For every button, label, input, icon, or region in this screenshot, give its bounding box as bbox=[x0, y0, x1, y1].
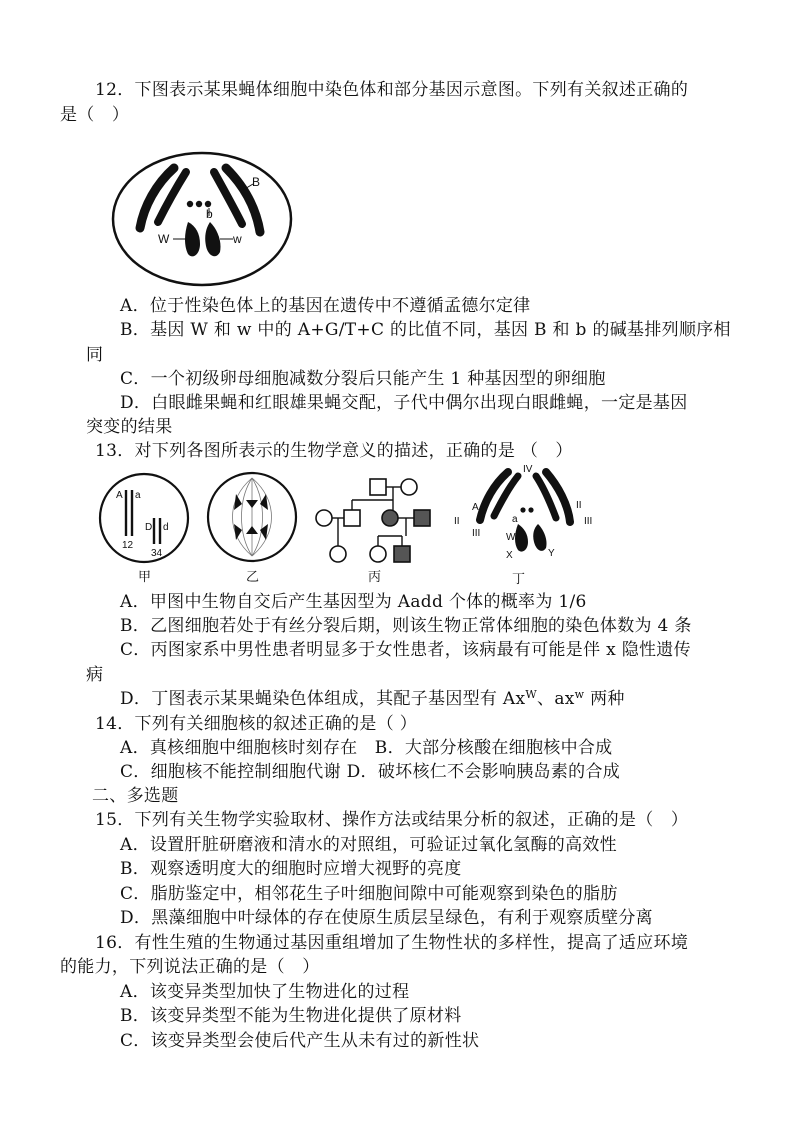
label-ii-right: II bbox=[576, 500, 582, 511]
y-chromosome-shape bbox=[205, 222, 220, 256]
gene-label-A: A bbox=[472, 502, 479, 513]
figure-yi bbox=[206, 470, 298, 564]
q12-option-a: A．位于性染色体上的基因在遗传中不遵循孟德尔定律 bbox=[120, 296, 531, 316]
pedigree-male-normal bbox=[344, 510, 360, 526]
q16-stem-cont: 的能力，下列说法正确的是（ ） bbox=[60, 957, 320, 977]
pedigree-female-normal bbox=[316, 510, 332, 526]
chromosome-number-34: 34 bbox=[151, 548, 163, 559]
chromosome-shape bbox=[234, 494, 242, 510]
q12-option-b: B．基因 W 和 w 中的 A+G/T+C 的比值不同，基因 B 和 b 的碱基排列顺序相 bbox=[120, 320, 731, 340]
gene-label-w: w bbox=[233, 232, 242, 246]
q13-option-c: C．丙图家系中男性患者明显多于女性患者，该病最有可能是伴 x 隐性遗传 bbox=[120, 640, 691, 660]
chromosome-number-12: 12 bbox=[122, 540, 134, 551]
gene-label-W: W bbox=[506, 532, 516, 543]
q13-option-d-text: D．丁图表示某果蝇染色体组成，其配子基因型有 Ax bbox=[120, 689, 526, 709]
caption-ding: 丁 bbox=[512, 572, 526, 587]
q13-option-d-sup-1: W bbox=[525, 688, 538, 701]
gene-label-b: b bbox=[206, 207, 213, 221]
q12-option-d-cont: 突变的结果 bbox=[86, 417, 173, 437]
gene-label-W: W bbox=[158, 232, 170, 246]
q13-option-d bbox=[120, 687, 625, 711]
q13-option-b: B．乙图细胞若处于有丝分裂后期，则该生物正常体细胞的染色体数为 4 条 bbox=[120, 616, 692, 636]
pedigree-male-affected bbox=[394, 546, 410, 562]
q12-option-c: C．一个初级卵母细胞减数分裂后只能产生 1 种基因型的卵细胞 bbox=[120, 369, 606, 389]
caption-jia: 甲 bbox=[138, 570, 152, 585]
q15-option-a: A．设置肝脏研磨液和清水的对照组，可验证过氧化氢酶的高效性 bbox=[120, 835, 617, 855]
label-iii-right: III bbox=[584, 516, 593, 527]
figure-ding bbox=[452, 462, 604, 568]
q15-stem: 15．下列有关生物学实验取材、操作方法或结果分析的叙述，正确的是（ ） bbox=[95, 810, 689, 830]
q16-option-a: A．该变异类型加快了生物进化的过程 bbox=[120, 982, 410, 1002]
q12-option-d: D．白眼雌果蝇和红眼雄果蝇交配，子代中偶尔出现白眼雌蝇，一定是基因 bbox=[120, 393, 688, 413]
spindle-fibers bbox=[233, 478, 272, 556]
pedigree-female-normal bbox=[330, 546, 346, 562]
q14-stem: 14．下列有关细胞核的叙述正确的是（ ） bbox=[95, 714, 418, 734]
chromosome-iv-dot bbox=[196, 201, 202, 207]
section-heading-multi-choice: 二、多选题 bbox=[92, 786, 179, 806]
label-ii-left: II bbox=[454, 516, 460, 527]
gene-label-d: d bbox=[163, 522, 169, 533]
gene-label-A: A bbox=[116, 490, 123, 501]
q15-option-b: B．观察透明度大的细胞时应增大视野的亮度 bbox=[120, 859, 462, 879]
q13-option-d-text-end: 两种 bbox=[584, 689, 625, 709]
chromosome-shape bbox=[246, 500, 258, 508]
q14-options-cd: C．细胞核不能控制细胞代谢 D．破坏核仁不会影响胰岛素的合成 bbox=[120, 762, 621, 782]
q12-option-b-cont: 同 bbox=[86, 345, 104, 365]
label-x: X bbox=[506, 550, 513, 561]
q15-option-c: C．脂肪鉴定中，相邻花生子叶细胞间隙中可能观察到染色的脂肪 bbox=[120, 884, 618, 904]
pedigree-female-normal bbox=[401, 479, 417, 495]
x-chromosome-shape bbox=[515, 524, 528, 552]
q13-option-d-sup-2: w bbox=[574, 688, 585, 701]
q13-option-c-cont: 病 bbox=[86, 665, 104, 685]
q12-figure bbox=[110, 150, 295, 288]
chromosome-shape bbox=[234, 524, 242, 540]
q15-option-d: D．黑藻细胞中叶绿体的存在使原生质层呈绿色，有利于观察质壁分离 bbox=[120, 908, 653, 928]
chromosome-iv-dot bbox=[187, 201, 193, 207]
q16-option-c: C．该变异类型会使后代产生从未有过的新性状 bbox=[120, 1031, 480, 1051]
y-chromosome-shape bbox=[533, 524, 546, 551]
caption-yi: 乙 bbox=[246, 570, 260, 585]
label-iii-left: III bbox=[472, 528, 481, 539]
gene-label-B: B bbox=[252, 175, 261, 189]
pedigree-female-normal bbox=[370, 546, 386, 562]
chromosome-iv-dot bbox=[528, 507, 533, 512]
q14-options-ab: A．真核细胞中细胞核时刻存在 B．大部分核酸在细胞核中合成 bbox=[120, 738, 613, 758]
pedigree-male-normal bbox=[370, 479, 386, 495]
q12-stem: 12．下图表示某果蝇体细胞中染色体和部分基因示意图。下列有关叙述正确的 bbox=[95, 80, 689, 100]
q16-option-b: B．该变异类型不能为生物进化提供了原材料 bbox=[120, 1006, 462, 1026]
figure-bing-pedigree bbox=[312, 470, 442, 566]
chromosome-iv-dot bbox=[520, 507, 525, 512]
q13-option-d-text-mid: 、ax bbox=[537, 689, 575, 709]
figure-jia bbox=[98, 472, 190, 564]
label-y: Y bbox=[548, 548, 555, 559]
cell-outline bbox=[100, 474, 188, 562]
q13-option-a: A．甲图中生物自交后产生基因型为 Aadd 个体的概率为 1/6 bbox=[120, 592, 587, 612]
gene-label-a: a bbox=[135, 490, 141, 501]
chromosome-shape bbox=[246, 526, 258, 534]
caption-bing: 丙 bbox=[368, 570, 382, 585]
gene-label-a: a bbox=[512, 514, 518, 525]
label-iv: IV bbox=[523, 464, 533, 475]
pedigree-male-affected bbox=[414, 510, 430, 526]
q16-stem: 16．有性生殖的生物通过基因重组增加了生物性状的多样性，提高了适应环境 bbox=[95, 933, 689, 953]
q12-stem-cont: 是（ ） bbox=[60, 105, 130, 125]
gene-label-D: D bbox=[145, 522, 153, 533]
pedigree-female-affected bbox=[382, 510, 398, 526]
q13-stem: 13．对下列各图所表示的生物学意义的描述，正确的是 （ ） bbox=[95, 441, 573, 461]
